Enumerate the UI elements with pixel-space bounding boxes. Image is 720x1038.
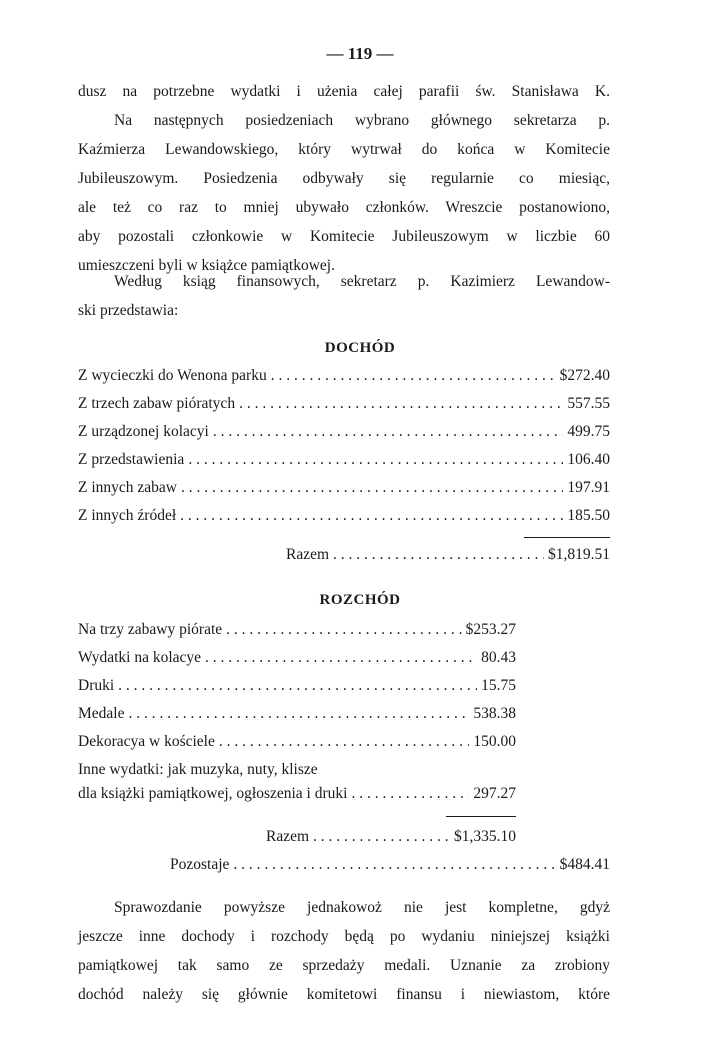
expense-row-other: dla książki pamiątkowej, ogłoszenia i druki . . . 297.27 [78,785,516,809]
expense-row: Na trzy zabawy piórate . . . $253.27 [78,621,516,645]
expense-row: Wydatki na kolacye . . . 80.43 [78,649,516,673]
report-intro [78,267,610,325]
text-line: ale też co raz to mniej ubywało członków. Wreszcie postanowiono, [78,199,610,216]
expense-row: Druki . . . 15.75 [78,677,516,701]
income-row: Z trzech zabaw pióratych . . . 557.55 [78,395,610,419]
text-line: ski przedstawia: [78,302,179,319]
text-line: Na następnych posiedzeniach wybrano głównego sekretarza p. [114,112,610,129]
text-line: Jubileuszowym. Posiedzenia odbywały się regularnie co miesiąc, [78,170,610,187]
page-number: — 119 — [326,44,394,63]
income-row: Z innych źródeł . . . 185.50 [78,507,610,531]
sum-rule [446,816,516,817]
balance-row: Pozostaje . . . $484.41 [170,856,610,880]
text-line: aby pozostali członkowie w Komitecie Jubileuszowym w liczbie 60 [78,228,610,245]
text-line: dusz na potrzebne wydatki i użenia całej parafii św. Stanisława K. [78,83,610,100]
text-line: Kaźmierza Lewandowskiego, który wytrwał do końca w Komitecie [78,141,610,158]
income-row: Z innych zabaw . . . 197.91 [78,479,610,503]
text-line: umieszczeni byli w książce pamiątkowej. [78,257,335,274]
expense-row: Dekoracya w kościele . . . 150.00 [78,733,516,757]
expense-row-other-line1: Inne wydatki: jak muzyka, nuty, klisze [78,761,318,778]
intro-paragraph [78,77,610,280]
income-row: Z przedstawienia . . . 106.40 [78,451,610,475]
income-heading: DOCHÓD [324,340,396,356]
text-line: Sprawozdanie powyższe jednakowoż nie jest kompletne, gdyż [114,899,610,916]
text-line: pamiątkowej tak samo ze sprzedaży medali. Uznanie za zrobiony [78,957,610,974]
income-row: Z urządzonej kolacyi . . . 499.75 [78,423,610,447]
closing-paragraph [78,893,610,1009]
expense-row: Medale . . . 538.38 [78,705,516,729]
sum-rule [524,537,610,538]
text-line: dochód należy się głównie komitetowi finansu i niewiastom, które [78,986,610,1003]
text-line: jeszcze inne dochody i rozchody będą po wydaniu niniejszej książki [78,928,610,945]
income-row: Z wycieczki do Wenona parku . . . $272.40 [78,367,610,391]
expenses-heading: ROZCHÓD [319,592,401,608]
expenses-total-row: Razem . . . $1,335.10 [266,828,516,852]
text-line: Według ksiąg finansowych, sekretarz p. Kazimierz Lewandow- [114,273,610,290]
income-total-row: Razem . . . $1,819.51 [286,546,610,570]
